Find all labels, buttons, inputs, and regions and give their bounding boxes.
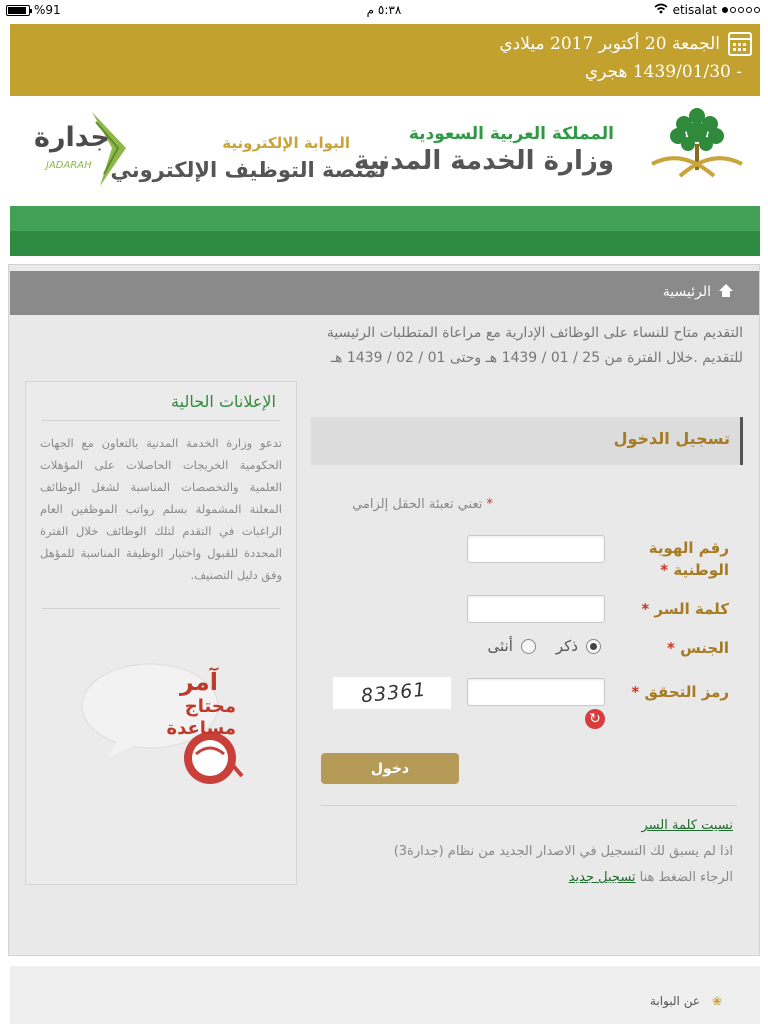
application-notice: التقديم متاح للنساء على الوظائف الإدارية مع مراعاة المتطلبات الرئيسية للتقديم .خلال الفترة من 25 / 01 / 1439 هـ وحتى 01 / 02 / 1439 هـ <box>326 325 743 366</box>
national-id-input[interactable] <box>467 535 605 563</box>
about-portal-link[interactable] <box>650 994 722 1008</box>
divider <box>42 420 280 421</box>
announcements-box <box>25 381 297 885</box>
home-icon <box>719 286 733 298</box>
nav-bar <box>10 206 760 256</box>
help-text-2: محتاج <box>184 696 236 717</box>
date-banner <box>10 24 760 96</box>
password-input[interactable] <box>467 595 605 623</box>
footer <box>10 966 760 1024</box>
announcements-title: الإعلانات الحالية <box>171 392 276 411</box>
login-button[interactable]: دخول <box>321 753 459 784</box>
required-note <box>352 497 493 512</box>
required-star: * <box>486 497 493 512</box>
captcha-label <box>631 681 729 703</box>
gender-female-radio[interactable] <box>521 639 536 654</box>
required-star: * <box>666 639 675 657</box>
saudi-emblem-icon <box>642 102 752 192</box>
login-header <box>311 417 743 465</box>
required-note-text: تعني تعبئة الحقل إلزامي <box>352 497 483 512</box>
gender-male-label: ذكر <box>555 637 578 655</box>
hijri-date: - 1439/01/30 هجري <box>584 62 742 82</box>
captcha-text: 83361 <box>360 678 428 708</box>
divider <box>42 608 280 609</box>
about-portal-label: عن البوابة <box>649 994 700 1008</box>
divider <box>321 805 737 806</box>
captcha-label-text: رمز التحقق <box>644 683 729 701</box>
not-registered-text: اذا لم يسبق لك التسجيل في الاصدار الجديد من نظام (جدارة3) <box>393 844 733 859</box>
national-id-label <box>619 537 729 581</box>
signal-icon <box>722 7 760 13</box>
press-here-text: الرجاء الضغط هنا <box>639 870 733 885</box>
help-text-1: آمر <box>179 668 218 696</box>
ministry-name: وزارة الخدمة المدنية <box>353 146 614 176</box>
refresh-captcha-icon[interactable]: ↻ <box>585 709 605 729</box>
jadarah-name: جدارة <box>34 122 110 153</box>
gregorian-date: الجمعة 20 أكتوبر 2017 ميلادي <box>499 34 720 54</box>
site-header <box>10 96 760 206</box>
battery-percent: %91 <box>34 3 61 17</box>
calendar-icon <box>728 32 752 56</box>
breadcrumb-home[interactable] <box>663 284 733 300</box>
carrier-indicator <box>654 3 760 17</box>
new-registration-link[interactable]: تسجيل جديد <box>568 870 636 885</box>
clock: ٥:٣٨ م <box>366 3 402 17</box>
portal-label: البوابة الإلكترونية <box>222 134 350 152</box>
carrier-name: etisalat <box>672 3 717 17</box>
main-panel <box>8 264 760 956</box>
kingdom-name: المملكة العربية السعودية <box>408 124 614 144</box>
breadcrumb-home-label: الرئيسية <box>662 284 711 300</box>
gender-label <box>667 637 729 659</box>
gender-male-option[interactable] <box>556 637 601 655</box>
captcha-input[interactable] <box>467 678 605 706</box>
announcements-body: تدعو وزارة الخدمة المدنية بالتعاون مع الجهات الحكومية الخريجات الحاصلات على المؤهلات العلمية والتخصصات المناسبة لشغل الوظائف المعلنة المشمولة بسلم رواتب الموظفين العام الراغبات في التقدم لتلك الوظائف خلال الفترة المحددة للقبول واختيار الوظيفة المناسبة للمؤهل وفق دليل التصنيف. <box>40 436 282 582</box>
password-label-text: كلمة السر <box>654 600 729 618</box>
gender-female-label: أنثى <box>487 637 513 655</box>
gender-female-option[interactable] <box>488 637 536 655</box>
leaf-icon: ❀ <box>711 994 722 1008</box>
help-banner[interactable] <box>78 658 258 798</box>
status-bar <box>0 0 768 20</box>
login-title: تسجيل الدخول <box>613 429 730 448</box>
captcha-image <box>333 677 451 709</box>
forgot-password-link[interactable]: نسيت كلمة السر <box>641 818 733 833</box>
gender-male-radio[interactable] <box>586 639 601 654</box>
password-label <box>641 598 729 620</box>
gender-radio-group <box>488 637 601 655</box>
help-text-3: مساعدة <box>166 718 236 739</box>
wifi-icon <box>654 3 668 17</box>
national-id-label-text: رقم الهوية الوطنية <box>648 539 729 579</box>
required-star: * <box>660 561 669 579</box>
gender-label-text: الجنس <box>680 639 729 657</box>
jadarah-latin: JADARAH <box>46 160 92 171</box>
breadcrumb <box>10 271 759 315</box>
required-star: * <box>641 600 650 618</box>
jadarah-logo[interactable] <box>26 106 396 196</box>
platform-name: لمنصة التوظيف الإلكتروني <box>110 158 386 182</box>
required-star: * <box>631 683 640 701</box>
login-links <box>313 813 733 891</box>
